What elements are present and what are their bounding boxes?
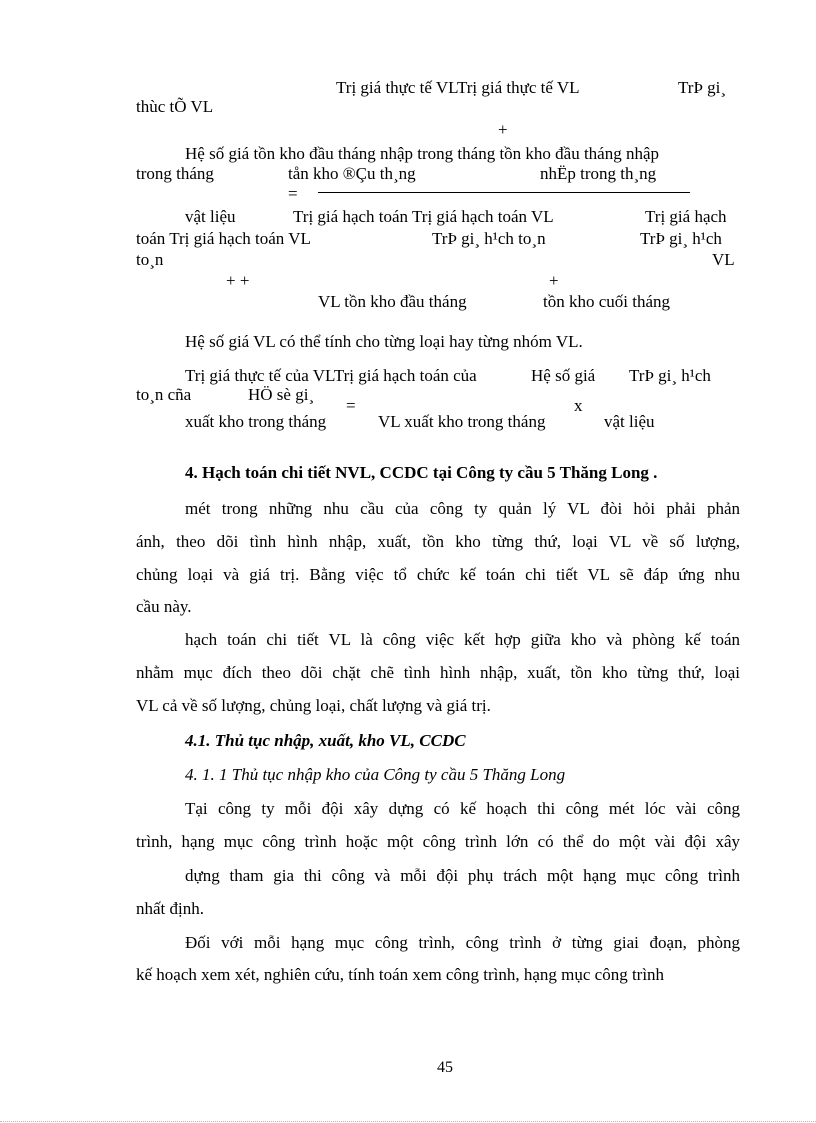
page-bottom-border bbox=[0, 1121, 816, 1122]
subsection-heading: 4.1. Thủ tục nhập, xuất, kho VL, CCDC bbox=[185, 731, 466, 750]
formula1-line3: Hệ số giá tồn kho đầu tháng nhập trong tháng tồn kho đầu tháng nhập bbox=[185, 144, 660, 163]
formula1-line6a: toán Trị giá hạch toán VL bbox=[136, 229, 311, 248]
paragraph-line: VL cả về số lượng, chủng loại, chất lượng và giá trị. bbox=[136, 696, 491, 715]
formula2-line3a: xuất kho trong tháng bbox=[185, 412, 327, 431]
formula2-equals: = bbox=[346, 396, 356, 415]
formula1-line8a: VL tồn kho đầu tháng bbox=[318, 292, 467, 311]
formula1-line1: Trị giá thực tế VLTrị giá thực tế VL bbox=[336, 78, 580, 97]
formula1-line6c: TrÞ gi¸ h¹ch bbox=[640, 229, 722, 248]
formula1-line5b: Trị giá hạch toán Trị giá hạch toán VL bbox=[293, 207, 554, 226]
formula2-line3c: vật liệu bbox=[604, 412, 655, 431]
formula1-plus3: + bbox=[549, 271, 559, 290]
page-number: 45 bbox=[437, 1059, 453, 1076]
formula1-line7b: VL bbox=[712, 250, 735, 269]
paragraph-line: chủng loại và giá trị. Bằng việc tổ chức kế toán chi tiết VL sẽ đáp ứng nhu bbox=[136, 565, 740, 584]
formula2-times: x bbox=[574, 396, 583, 415]
subsubsection-heading: 4. 1. 1 Thủ tục nhập kho của Công ty cầu 5 Thăng Long bbox=[185, 765, 566, 784]
formula1-line4c: nhËp trong th¸ng bbox=[540, 164, 657, 183]
formula2-line3b: VL xuất kho trong tháng bbox=[378, 412, 546, 431]
paragraph-line: hạch toán chi tiết VL là công việc kết hợp giữa kho và phòng kế toán bbox=[185, 630, 740, 649]
paragraph-line: dựng tham gia thi công và mỗi đội phụ trách một hạng mục công trình bbox=[185, 866, 740, 885]
formula1-line4a: trong tháng bbox=[136, 164, 214, 183]
formula2-line1a: Trị giá thực tế của VLTrị giá hạch toán của bbox=[185, 366, 477, 385]
paragraph-line: mét trong những nhu cầu của công ty quản lý VL đòi hỏi phải phản bbox=[185, 499, 740, 518]
formula1-fraction-line bbox=[318, 192, 690, 193]
formula1-line2: thùc tÕ VL bbox=[136, 97, 214, 116]
formula2-line1b: Hệ số giá bbox=[531, 366, 596, 385]
paragraph-line: cầu này. bbox=[136, 597, 192, 616]
formula1-line4b: tån kho ®Çu th¸ng bbox=[288, 164, 416, 183]
formula1-line8b: tồn kho cuối tháng bbox=[543, 292, 671, 311]
formula1-line7a: to¸n bbox=[136, 250, 164, 269]
formula1-line5a: vật liệu bbox=[185, 207, 236, 226]
paragraph-line: nhằm mục đích theo dõi chặt chẽ tình hình nhập, xuất, tồn kho từng thứ, loại bbox=[136, 663, 740, 682]
paragraph-line: trình, hạng mục công trình hoặc một công trình lớn có thể do một vài đội xây bbox=[136, 832, 740, 851]
paragraph-line: Tại công ty mỗi đội xây dựng có kế hoạch thi công mét lóc vài công bbox=[185, 799, 740, 818]
formula1-plus: + bbox=[498, 120, 508, 139]
formula2-line1c: TrÞ gi¸ h¹ch bbox=[629, 366, 711, 385]
formula1-line6b: TrÞ gi¸ h¹ch to¸n bbox=[432, 229, 546, 248]
formula1-equals: = bbox=[288, 184, 298, 203]
formula1-line5c: Trị giá hạch bbox=[645, 207, 727, 226]
paragraph-line: kế hoạch xem xét, nghiên cứu, tính toán xem công trình, hạng mục công trình bbox=[136, 965, 665, 984]
formula1-line1-garbled: TrÞ gi¸ bbox=[678, 78, 727, 97]
formula1-plus2: + + bbox=[226, 271, 250, 290]
section-heading: 4. Hạch toán chi tiết NVL, CCDC tại Công ty cầu 5 Thăng Long . bbox=[185, 463, 658, 482]
coefficient-note: Hệ số giá VL có thể tính cho từng loại hay từng nhóm VL. bbox=[185, 332, 583, 351]
formula2-line2a: to¸n cña bbox=[136, 385, 192, 404]
paragraph-line: ánh, theo dõi tình hình nhập, xuất, tồn kho từng thứ, loại VL về số lượng, bbox=[136, 532, 740, 551]
formula2-line2b: HÖ sè gi¸ bbox=[248, 385, 315, 404]
paragraph-line: nhất định. bbox=[136, 899, 204, 918]
paragraph-line: Đối với mỗi hạng mục công trình, công trình ở từng giai đoạn, phòng bbox=[185, 933, 740, 952]
